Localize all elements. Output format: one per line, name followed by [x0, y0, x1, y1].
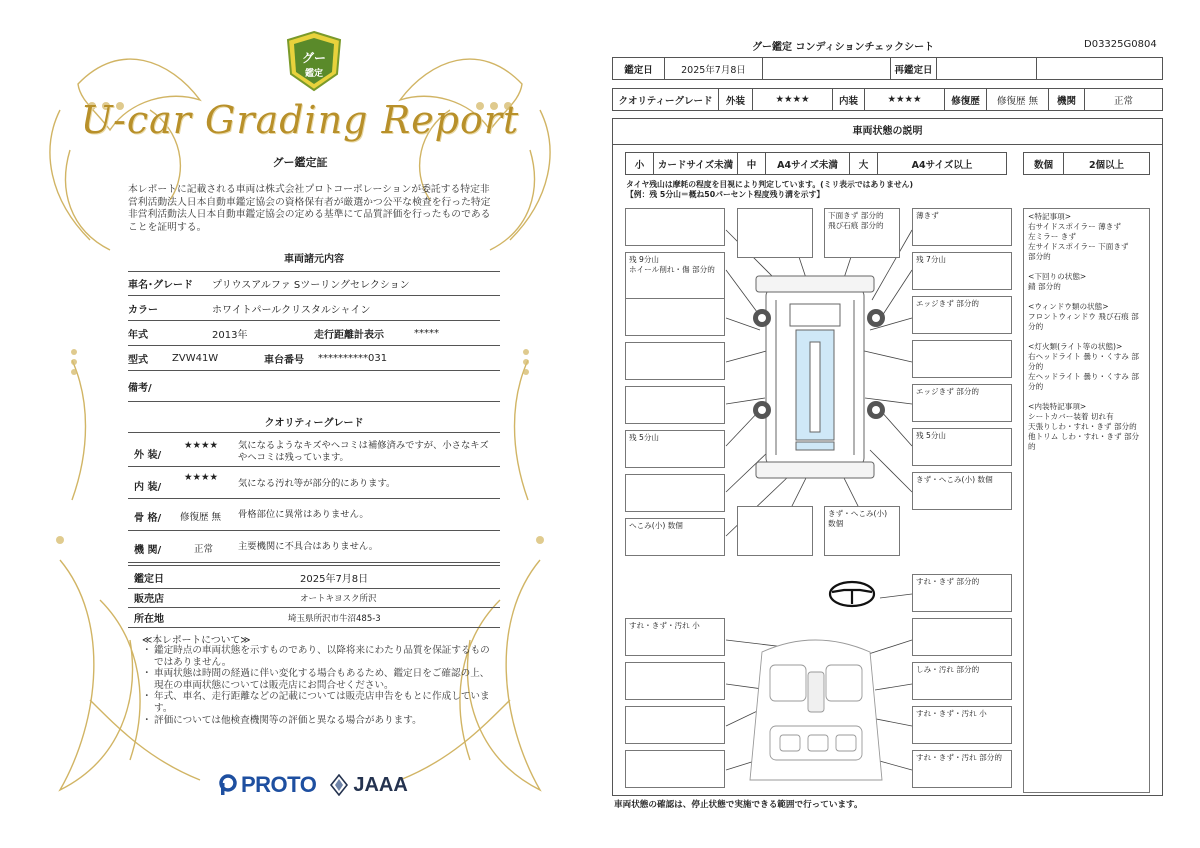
proto-mark-icon — [218, 774, 238, 796]
note-heading: <ウィンドウ類の状態> — [1028, 302, 1109, 311]
callout-interior-left-1 — [625, 618, 725, 656]
spec-label: 走行距離計表示 — [314, 330, 384, 341]
callout-text: へこみ(小) 数個 — [629, 521, 683, 530]
empty-cell — [763, 58, 891, 80]
note-line: 錆 部分的 — [1028, 282, 1061, 291]
note-group — [1028, 212, 1145, 262]
tire-note — [626, 180, 913, 200]
note-line: フロントウィンドウ 飛び石痕 部分的 — [1028, 312, 1139, 331]
grade-row-engine — [128, 531, 500, 563]
grade-label: 骨 格/ — [134, 513, 162, 524]
callout-box — [737, 506, 813, 556]
callout-text: 残 9分山 ホイール削れ・傷 部分的 — [629, 255, 715, 274]
spec-row-name — [128, 272, 500, 296]
spec-value: **********031 — [318, 353, 388, 364]
grade-comment: 気になるようなキズやヘコミは補修済みですが、小さなキズやヘコミは残っています。 — [238, 440, 489, 463]
callout-text: きず・へこみ(小) 数個 — [828, 509, 888, 528]
spec-label: カラー — [128, 305, 158, 316]
spec-value: ZVW41W — [172, 353, 219, 364]
spec-row-model — [128, 347, 500, 371]
callout-box — [625, 662, 725, 700]
quality-label: クオリティーグレード — [613, 89, 719, 111]
callout-box — [737, 208, 813, 258]
sheet-footnote: 車両状態の確認は、停止状態で実施できる範囲で行っています。 — [614, 800, 863, 810]
spec-label: 販売店 — [134, 594, 164, 605]
size-legend-table — [625, 152, 1007, 175]
jaaa-logo — [330, 774, 407, 797]
callout-right-edge — [912, 296, 1012, 334]
inspection-date-row — [128, 565, 500, 589]
callout-box — [625, 474, 725, 512]
engine-label: 機関 — [1049, 89, 1085, 111]
reinspect-label: 再鑑定日 — [891, 58, 937, 80]
spec-label: 型式 — [128, 355, 148, 366]
callout-right-dent — [912, 472, 1012, 510]
callout-box — [625, 386, 725, 424]
tire-note-example: 【例：残 5分山＝概ね50パーセント程度残り溝を示す】 — [626, 190, 825, 199]
note-line: 左ミラー きず — [1028, 232, 1076, 241]
legend-large-desc: A4サイズ以上 — [878, 153, 1007, 175]
grade-stars: ★★★★ — [184, 440, 219, 451]
grade-stars: ★★★★ — [184, 472, 219, 483]
callout-text: すれ・きず・汚れ 小 — [629, 621, 700, 630]
note-heading: <内装特記事項> — [1028, 402, 1087, 411]
spec-section-title: 車両諸元内容 — [284, 254, 344, 265]
note-line: シートカバー装着 切れ有 — [1028, 412, 1114, 421]
notes-title: ≪本レポートについて≫ — [142, 635, 251, 646]
special-notes-panel — [1023, 208, 1150, 793]
svg-text:グー: グー — [301, 51, 327, 65]
spec-value: 埼玉県所沢市牛沼485-3 — [288, 613, 381, 624]
grade-row-exterior — [128, 433, 500, 467]
grade-label: 機 関/ — [134, 545, 162, 556]
address-row — [128, 608, 500, 628]
engine-value: 正常 — [1085, 89, 1163, 111]
legend-small: 小 — [626, 153, 654, 175]
spec-value: プリウスアルファ Sツーリングセレクション — [212, 280, 410, 291]
legend-small-desc: カードサイズ未満 — [654, 153, 738, 175]
callout-text: エッジきず 部分的 — [916, 387, 980, 396]
spec-label: 備考/ — [128, 383, 152, 394]
callout-box — [625, 208, 725, 246]
note-group — [1028, 272, 1145, 292]
sheet-code: D03325G0804 — [1084, 39, 1157, 50]
spec-row-remarks — [128, 372, 500, 402]
callout-text: きず・へこみ(小) 数個 — [916, 475, 993, 484]
note-item: ・ 鑑定時点の車両状態を示すものであり、以降将来にわたり品質を保証するものではありません。 — [142, 645, 492, 668]
note-heading: <特記事項> — [1028, 212, 1072, 221]
callout-rear-right-tire — [912, 428, 1012, 466]
callout-text: エッジきず 部分的 — [916, 299, 980, 308]
callout-rear-dent — [824, 506, 900, 556]
spec-value: ***** — [414, 328, 439, 339]
grade-section-title: クオリティーグレード — [264, 418, 364, 429]
goo-emblem-logo — [285, 30, 343, 92]
spec-label: 年式 — [128, 330, 148, 341]
spec-label: 所在地 — [134, 614, 164, 625]
callout-text: すれ・きず・汚れ 小 — [916, 709, 987, 718]
note-line: 右ヘッドライト 曇り・くすみ 部分的 — [1028, 352, 1139, 371]
spec-label: 車台番号 — [264, 355, 304, 366]
callout-text: 残 7分山 — [916, 255, 947, 264]
grade-row-interior — [128, 467, 500, 499]
exterior-label: 外装 — [719, 89, 753, 111]
note-line: 左ヘッドライト 曇り・くすみ 部分的 — [1028, 372, 1139, 391]
certificate-heading: グー鑑定証 — [272, 156, 328, 169]
spec-value: 2025年7月8日 — [300, 573, 369, 585]
reinspect-value — [937, 58, 1037, 80]
spec-row-year — [128, 322, 500, 346]
spec-label: 鑑定日 — [134, 573, 164, 585]
note-group — [1028, 342, 1145, 392]
legend-mid: 中 — [738, 153, 766, 175]
callout-box — [625, 342, 725, 380]
callout-box — [625, 298, 725, 336]
sheet-title: グー鑑定 コンディションチェックシート — [752, 42, 935, 53]
callout-box — [625, 706, 725, 744]
footer-logos — [218, 772, 408, 798]
grade-label: 内 装/ — [134, 482, 162, 493]
note-item: ・ 評価については他検査機関等の評価と異なる場合があります。 — [142, 715, 492, 727]
legend-mid-desc: A4サイズ未満 — [766, 153, 850, 175]
legend-large: 大 — [850, 153, 878, 175]
jaaa-mark-icon — [330, 774, 348, 796]
callout-underbody — [824, 208, 900, 258]
proto-logo — [218, 772, 316, 798]
empty-cell — [1037, 58, 1163, 80]
note-line: 右サイドスポイラー 薄きず — [1028, 222, 1121, 231]
callout-rear-left-tire — [625, 430, 725, 468]
callout-text: 残 5分山 — [916, 431, 947, 440]
inspection-date-table — [612, 57, 1163, 80]
grade-comment: 主要機関に不具合はありません。 — [238, 541, 379, 552]
note-group — [1028, 302, 1145, 332]
date-label: 鑑定日 — [613, 58, 665, 80]
callout-text: 下面きず 部分的 飛び石痕 部分的 — [828, 211, 884, 230]
grade-comment: 気になる汚れ等が部分的にあります。 — [238, 478, 396, 489]
proto-logo-text: PROTO — [241, 772, 317, 797]
callout-right-edge-rear — [912, 384, 1012, 422]
spec-label: 車名･グレード — [128, 280, 193, 291]
exterior-stars: ★★★★ — [753, 89, 833, 111]
note-heading: <灯火類(ライト等の状態)> — [1028, 342, 1123, 351]
callout-box — [625, 750, 725, 788]
callout-text: 薄きず — [916, 211, 939, 220]
note-heading: <下回りの状態> — [1028, 272, 1087, 281]
spec-value: 2013年 — [212, 330, 248, 341]
callout-text: しみ・汚れ 部分的 — [916, 665, 980, 674]
interior-label: 内装 — [833, 89, 865, 111]
callout-steering — [912, 574, 1012, 612]
report-notes — [142, 645, 492, 726]
spec-row-color — [128, 297, 500, 321]
note-line: 他トリム しわ・すれ・きず 部分的 — [1028, 432, 1140, 451]
condition-check-sheet — [600, 0, 1200, 848]
jaaa-logo-text: JAAA — [353, 773, 408, 796]
certificate-intro: 本レポートに記載される車両は株式会社プロトコーポレーションが委託する特定非営利活動法人日本自動車鑑定協会の資格保有者が厳選かつ公平な検査を行った特定非営利活動法人日本自動車鑑定協会の定める基準にて品質評価を行ったものであることを証明する。 — [128, 184, 491, 233]
grade-repair-value: 修復歴 無 — [180, 512, 222, 523]
tire-note-line: タイヤ残山は摩耗の程度を目視により判定しています。(ミリ表示ではありません) — [626, 180, 914, 189]
callout-front-right-tire — [912, 252, 1012, 290]
callout-left-dent — [625, 518, 725, 556]
note-line: 天張りしわ・すれ・きず 部分的 — [1028, 422, 1137, 431]
legend-heading: 車両状態の説明 — [613, 119, 1162, 145]
legend-count-desc: 2個以上 — [1064, 153, 1150, 175]
svg-text:鑑定: 鑑定 — [304, 69, 324, 79]
grade-comment: 骨格部位に異常はありません。 — [238, 509, 369, 520]
note-line: 部分的 — [1028, 252, 1051, 261]
repair-value: 修復歴 無 — [987, 89, 1049, 111]
callout-interior-right-4 — [912, 750, 1012, 788]
grade-engine-value: 正常 — [194, 544, 214, 555]
legend-count: 数個 — [1024, 153, 1064, 175]
interior-stars: ★★★★ — [865, 89, 945, 111]
callout-box — [912, 618, 1012, 656]
quality-grade-table — [612, 88, 1163, 111]
report-title: U-car Grading Report — [80, 98, 520, 142]
callout-text: 残 5分山 — [629, 433, 660, 442]
note-group — [1028, 402, 1145, 452]
callout-box — [912, 340, 1012, 378]
dealer-row — [128, 588, 500, 608]
grade-row-frame — [128, 499, 500, 531]
callout-interior-right-3 — [912, 706, 1012, 744]
note-line: 左サイドスポイラー 下面きず — [1028, 242, 1129, 251]
spec-value: オートキヨスク所沢 — [300, 593, 377, 604]
note-item: ・ 車両状態は時間の経過に伴い変化する場合もあるため、鑑定日をご確認の上、現在の車両状態については販売店にお問合せください。 — [142, 668, 492, 691]
date-value: 2025年7月8日 — [665, 58, 763, 80]
spec-value: ホワイトパールクリスタルシャイン — [212, 305, 371, 316]
repair-label: 修復歴 — [945, 89, 987, 111]
grade-label: 外 装/ — [134, 450, 162, 461]
note-item: ・ 年式、車名、走行距離などの記載については販売店申告をもとに作成しています。 — [142, 691, 492, 714]
callout-interior-right-2 — [912, 662, 1012, 700]
callout-right-scratch — [912, 208, 1012, 246]
callout-text: すれ・きず・汚れ 部分的 — [916, 753, 1002, 762]
callout-text: すれ・きず 部分的 — [916, 577, 980, 586]
count-legend-table — [1023, 152, 1150, 175]
